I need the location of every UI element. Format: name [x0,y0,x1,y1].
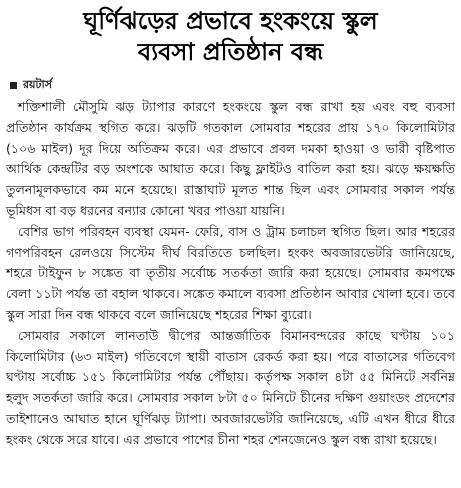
bullet-square-icon [10,82,17,89]
article-body [6,97,455,451]
byline-source: রয়টার্স [23,78,52,91]
paragraph-2: বেশির ভাগ পরিবহন ব্যবস্থা যেমন- ফেরি, বাস ও ট্রাম চলাচল স্থগিত ছিল। আর শহরের গণপরিবহন রেলওয়ে সিস্টেম দীর্ঘ বিরতিতে চলছিল। হংকং অবজারভেটরি জানিয়েছে, শহরে টাইফুন ৮ সঙ্কেত বা তৃতীয় সর্বোচ্চ সতর্কতা জারি করা হয়েছে। সোমবার কমপক্ষে বেলা ১১টা পর্যন্ত তা বহাল থাকবে। সঙ্কেত কমালে ব্যবসা প্রতিষ্ঠান আবার খোলা হবে। তবে স্কুল সারা দিন বন্ধ থাকবে বলে জানিয়েছে শহরের শিক্ষা ব্যুরো। [6,223,455,322]
byline [10,76,455,95]
paragraph-3: সোমবার সকালে লানতাউ দ্বীপের আন্তর্জাতিক বিমানবন্দরের কাছে ঘণ্টায় ১০১ কিলোমিটার (৬৩ মাইল) গতিবেগে স্থায়ী বাতাস রেকর্ড করা হয়। পরে বাতাসের গতিবেগ ঘণ্টায় সর্বোচ্চ ১৫১ কিলোমিটার পর্যন্ত পৌঁছায়। কর্তৃপক্ষ সকাল ৪টা ৫৫ মিনিটে সর্বনিম্ন হলুদ সতর্কতা জারি করে। সোমবার সকাল ৮টা ৫০ মিনিটে চীনের দক্ষিণ গুয়াংডং প্রদেশের তাইশানেও আঘাত হানে ঘূর্ণিঝড় ট্যাপা। অবজারভেটরি জানিয়েছে, এটি এখন ধীরে ধীরে হংকং থেকে সরে যাবে। এর প্রভাবে পাশের চীনা শহর শেনজেনেও স্কুল বন্ধ রাখা হয়েছে। [6,327,455,447]
headline [6,6,455,68]
headline-line-2: ব্যবসা প্রতিষ্ঠান বন্ধ [137,38,324,66]
headline-line-1: ঘূর্ণিঝড়ের প্রভাবে হংকংয়ে স্কুল [83,7,378,35]
paragraph-1: শক্তিশালী মৌসুমি ঝড় ট্যাপার কারণে হংকংয়ে স্কুল বন্ধ রাখা হয় এবং বহু ব্যবসা প্রতিষ্ঠান কার্যক্রম স্থগিত করে। ঝড়টি গতকাল সোমবার শহরের প্রায় ১৭০ কিলোমিটার (১০৬ মাইল) দূর দিয়ে অতিক্রম করে। এর প্রভাবে প্রবল দমকা হাওয়া ও ভারী বৃষ্টিপাত আর্থিক কেন্দ্রটির বড় অংশকে আঘাত করে। কিছু ফ্লাইটও বাতিল করা হয়। ঝড়ে ক্ষয়ক্ষতি তুলনামূলকভাবে কম মনে হয়েছে। রাস্তাঘাট মূলত শান্ত ছিল এবং সোমবার সকাল পর্যন্ত ভূমিধস বা বড় ধরনের বন্যার কোনো খবর পাওয়া যায়নি। [6,99,455,218]
